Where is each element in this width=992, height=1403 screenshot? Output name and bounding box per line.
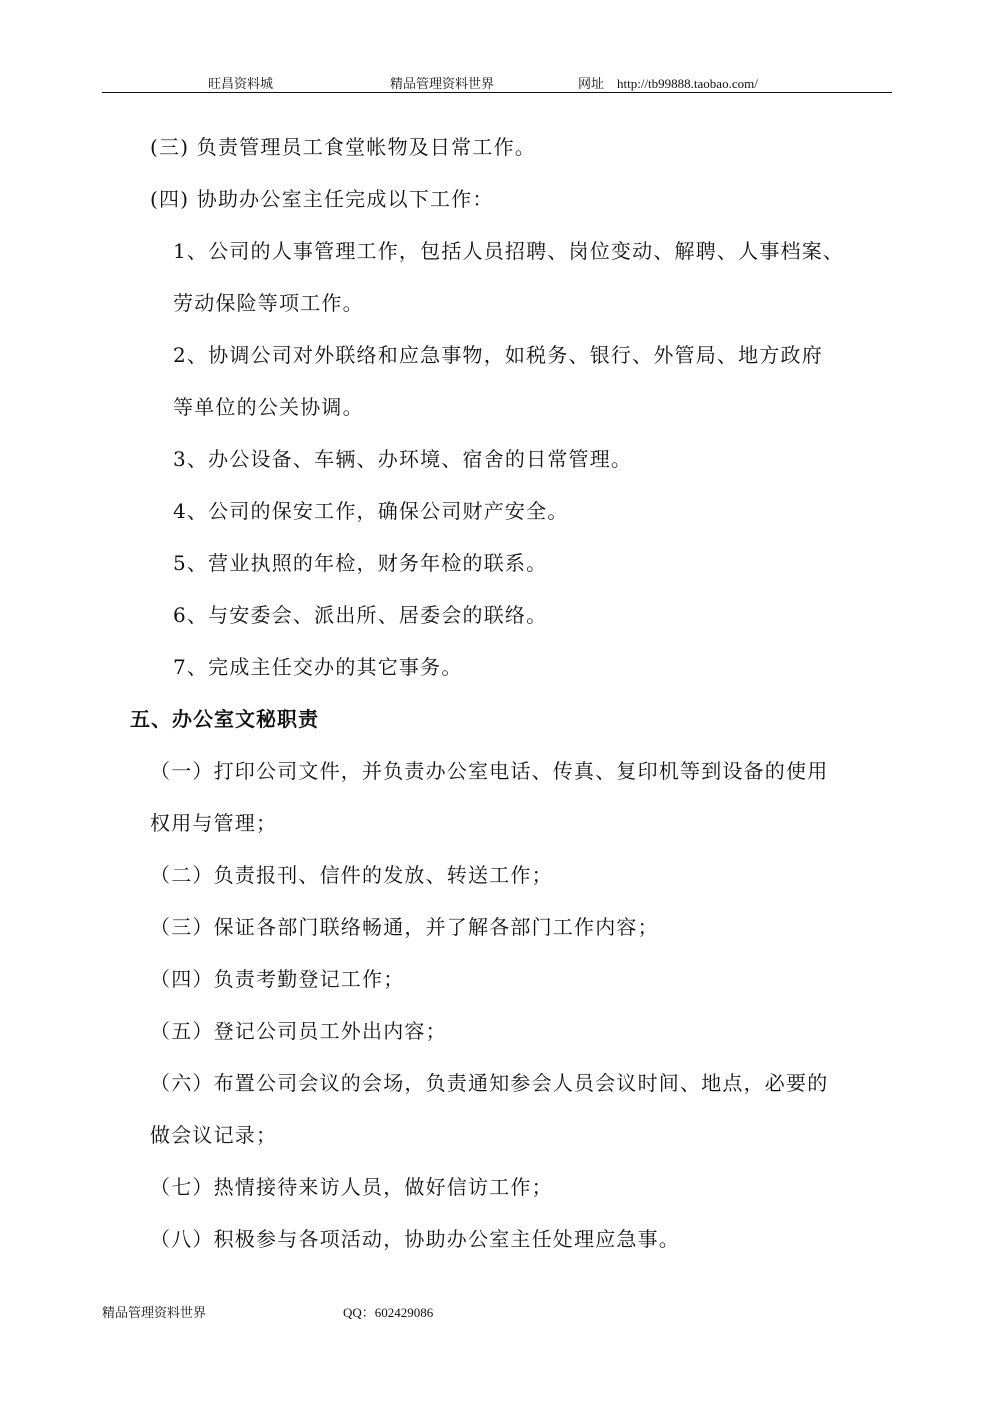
section-heading-5: 五、办公室文秘职责	[130, 707, 319, 731]
footer-qq: QQ：602429086	[343, 1305, 434, 1320]
paragraph-item-4: (四) 协助办公室主任完成以下工作：	[150, 187, 494, 211]
sub-item-1-continued: 劳动保险等项工作。	[173, 291, 364, 315]
paragraph-item-3: (三) 负责管理员工食堂帐物及日常工作。	[150, 135, 536, 159]
sub-item-3: 3、办公设备、车辆、办环境、宿舍的日常管理。	[173, 447, 633, 471]
duty-item-1: （一）打印公司文件，并负责办公室电话、传真、复印机等到设备的使用	[150, 759, 829, 783]
header-site-name: 旺昌资料城	[208, 76, 274, 91]
duty-item-3: （三）保证各部门联络畅通，并了解各部门工作内容；	[150, 915, 659, 939]
duty-item-4: （四）负责考勤登记工作；	[150, 967, 405, 991]
sub-item-4: 4、公司的保安工作，确保公司财产安全。	[173, 499, 569, 523]
duty-item-8: （八）积极参与各项活动，协助办公室主任处理应急事。	[150, 1227, 680, 1251]
footer-site-name: 精品管理资料世界	[102, 1305, 207, 1320]
duty-item-6: （六）布置公司会议的会场，负责通知参会人员会议时间、地点，必要的	[150, 1071, 829, 1095]
sub-item-5: 5、营业执照的年检，财务年检的联系。	[173, 551, 548, 575]
header-divider	[102, 92, 892, 93]
sub-item-6: 6、与安委会、派出所、居委会的联络。	[173, 603, 548, 627]
duty-item-5: （五）登记公司员工外出内容；	[150, 1019, 447, 1043]
sub-item-7: 7、完成主任交办的其它事务。	[173, 655, 463, 679]
duty-item-2: （二）负责报刊、信件的发放、转送工作；	[150, 863, 553, 887]
header-url: 网址 http://tb99888.taobao.com/	[578, 76, 758, 91]
sub-item-2-continued: 等单位的公关协调。	[173, 395, 364, 419]
header-title: 精品管理资料世界	[390, 76, 495, 91]
duty-item-7: （七）热情接待来访人员，做好信访工作；	[150, 1175, 553, 1199]
duty-item-6-continued: 做会议记录；	[150, 1123, 278, 1147]
sub-item-1: 1、公司的人事管理工作，包括人员招聘、岗位变动、解聘、人事档案、	[173, 239, 845, 263]
duty-item-1-continued: 权用与管理；	[150, 811, 278, 835]
sub-item-2: 2、协调公司对外联络和应急事物，如税务、银行、外管局、地方政府	[173, 343, 823, 367]
page-header	[102, 70, 892, 92]
